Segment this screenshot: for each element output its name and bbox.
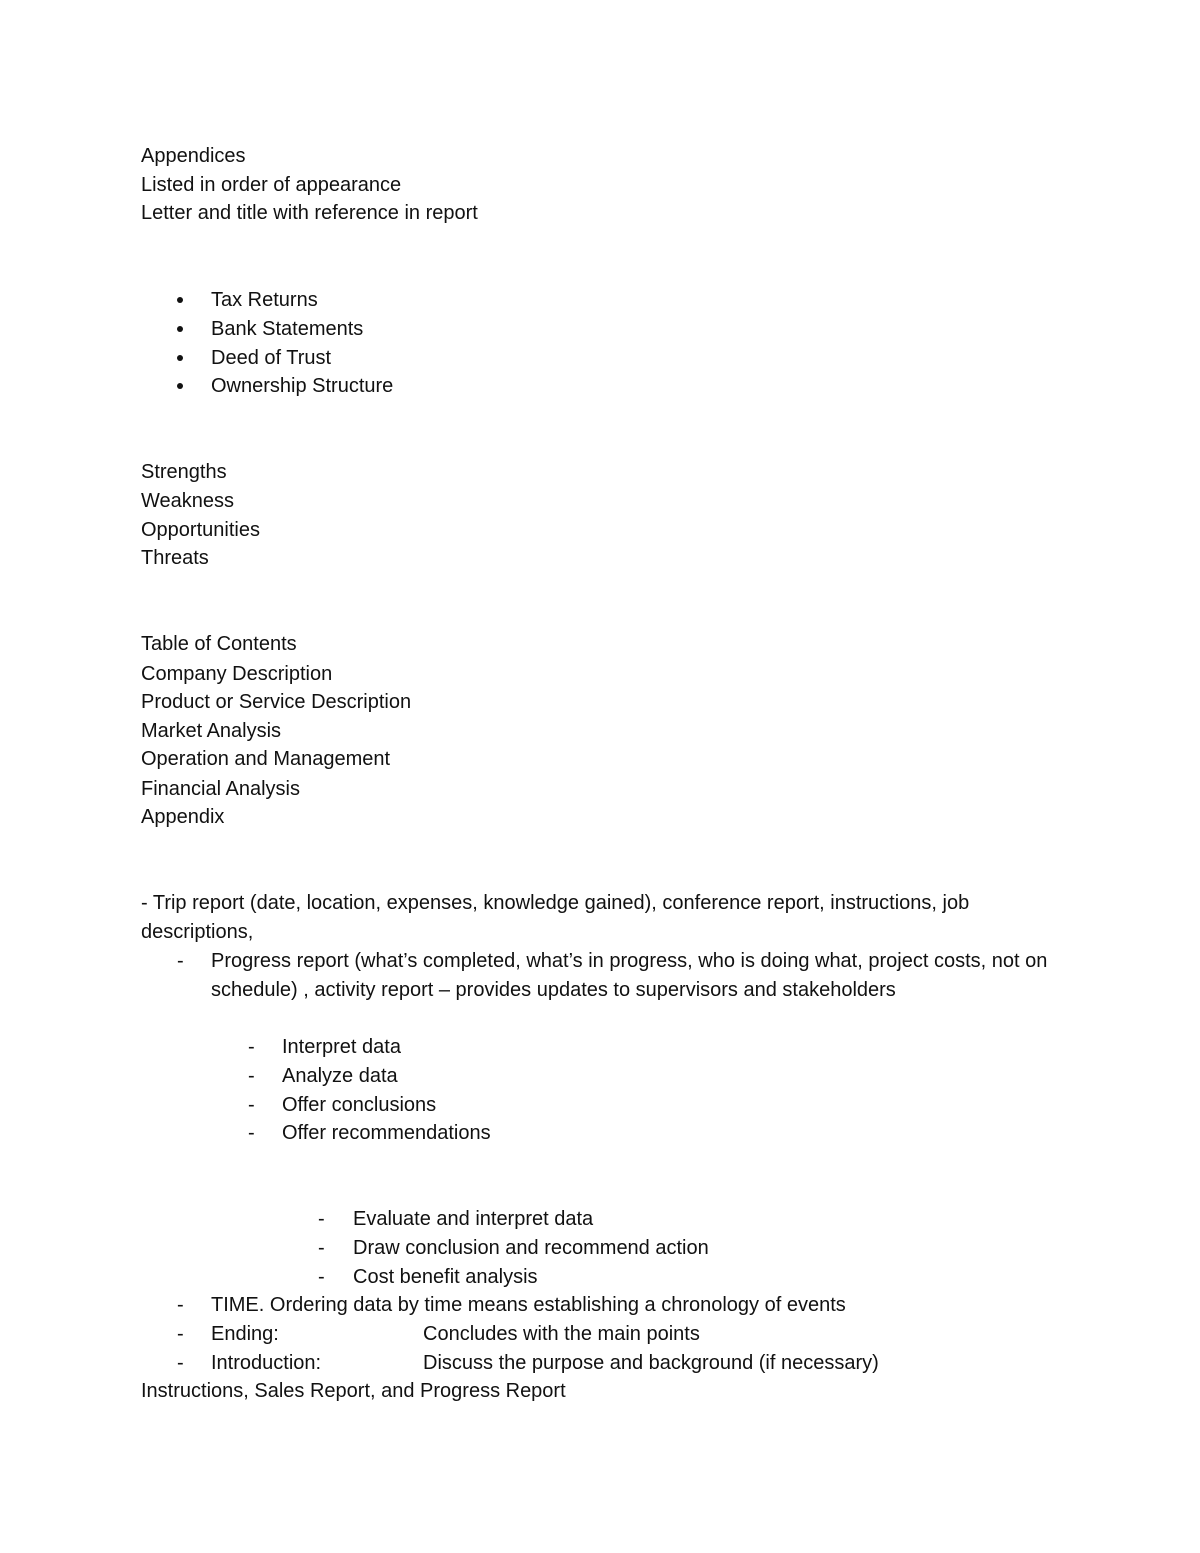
swot-item: Opportunities [141, 519, 260, 541]
data-task-item: Offer recommendations [282, 1122, 491, 1144]
appendix-item: Tax Returns [211, 289, 318, 311]
dash-marker: - [177, 1352, 184, 1374]
data-task-item: Offer conclusions [282, 1094, 437, 1116]
eval-task-item: Draw conclusion and recommend action [353, 1237, 709, 1259]
toc-item: Appendix [141, 806, 225, 828]
bullet-icon [177, 383, 183, 389]
toc-item: Market Analysis [141, 720, 282, 742]
eval-task-item: Evaluate and interpret data [353, 1208, 594, 1230]
swot-item: Threats [141, 547, 209, 569]
dash-marker: - [318, 1237, 325, 1259]
dash-marker: - [248, 1036, 255, 1058]
progress-report-paragraph: Progress report (what’s completed, what’s in progress, who is doing what, project costs, not on schedule) , activity report – provides updates to supervisors and stakeholders [211, 950, 1048, 1001]
data-task-item: Interpret data [282, 1036, 401, 1058]
dash-marker: - [177, 950, 184, 972]
bullet-icon [177, 297, 183, 303]
toc-item: Product or Service Description [141, 691, 412, 713]
appendix-item: Bank Statements [211, 318, 364, 340]
appendices-line-2: Letter and title with reference in report [141, 202, 478, 224]
time-ordering-item: TIME. Ordering data by time means establishing a chronology of events [211, 1294, 846, 1316]
eval-task-item: Cost benefit analysis [353, 1266, 538, 1288]
dash-marker: - [318, 1266, 325, 1288]
toc-item: Financial Analysis [141, 778, 300, 800]
dash-marker: - [248, 1065, 255, 1087]
dash-marker: - [248, 1094, 255, 1116]
dash-marker: - [177, 1323, 184, 1345]
appendix-item: Ownership Structure [211, 375, 394, 397]
toc-item: Operation and Management [141, 748, 391, 770]
bullet-icon [177, 355, 183, 361]
data-task-item: Analyze data [282, 1065, 398, 1087]
appendices-line-1: Listed in order of appearance [141, 174, 402, 196]
swot-item: Strengths [141, 461, 227, 483]
bullet-icon [177, 326, 183, 332]
appendix-item: Deed of Trust [211, 347, 332, 369]
trip-report-paragraph: - Trip report (date, location, expenses, knowledge gained), conference report, instructions, job descriptions, [141, 892, 970, 943]
ending-label: Ending: [211, 1323, 279, 1345]
toc-item: Table of Contents [141, 633, 297, 655]
dash-marker: - [177, 1294, 184, 1316]
dash-marker: - [248, 1122, 255, 1144]
closing-line: Instructions, Sales Report, and Progress Report [141, 1380, 566, 1402]
dash-marker: - [318, 1208, 325, 1230]
toc-item: Company Description [141, 663, 333, 685]
introduction-text: Discuss the purpose and background (if necessary) [423, 1352, 879, 1374]
introduction-label: Introduction: [211, 1352, 322, 1374]
appendices-heading: Appendices [141, 145, 246, 167]
swot-item: Weakness [141, 490, 235, 512]
ending-text: Concludes with the main points [423, 1323, 700, 1345]
